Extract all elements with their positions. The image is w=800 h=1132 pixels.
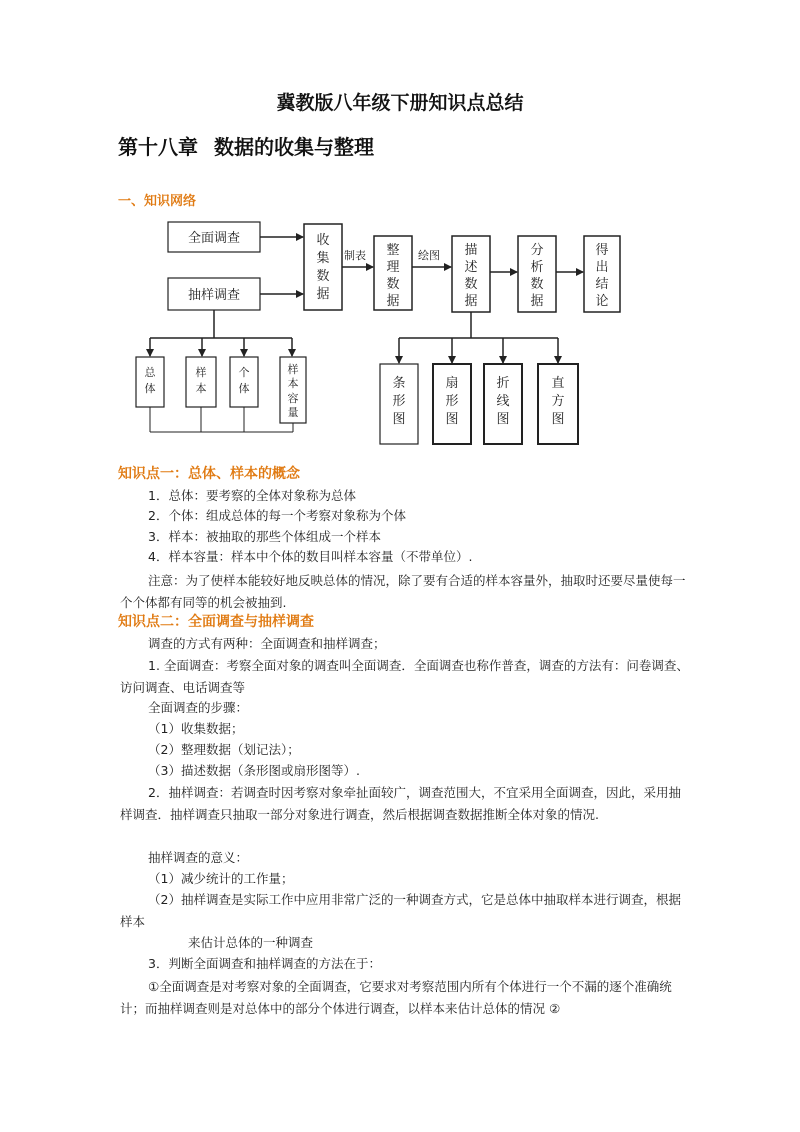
collect-data-char: 数 — [316, 269, 330, 284]
organize-data-char: 数 — [386, 277, 400, 292]
sample-size-char: 本 — [287, 377, 299, 390]
chapter-title — [118, 131, 374, 160]
collect-data-char: 据 — [316, 287, 330, 302]
population-char: 总 — [144, 366, 156, 379]
tabulate-label: 制表 — [344, 249, 366, 262]
bar-chart-char: 图 — [392, 412, 406, 427]
chapter-number: 第十八章 — [118, 135, 198, 159]
line-chart-char: 折 — [496, 376, 510, 391]
pie-chart-char: 形 — [445, 394, 459, 409]
describe-data-char: 数 — [464, 277, 478, 292]
kp1-item: 3．样本：被抽取的那些个体组成一个样本 — [148, 529, 381, 544]
kp2-full-steps-title: 全面调查的步骤： — [148, 700, 249, 715]
kp2-sample-meaning: （2）抽样调查是实际工作中应用非常广泛的一种调查方式，它是总体中抽取样本进行调查，根据样本 — [120, 892, 681, 929]
organize-data-char: 据 — [386, 294, 400, 309]
population-char: 体 — [144, 382, 156, 395]
analyze-data-char: 分 — [530, 243, 544, 258]
kp2-full-step: （3）描述数据（条形图或扇形图等）. — [148, 763, 360, 778]
kp2-full-step: （2）整理数据（划记法）； — [148, 742, 300, 757]
histogram-char: 直 — [551, 376, 565, 391]
sample-size-char: 容 — [287, 392, 299, 405]
sample-char: 本 — [195, 382, 207, 395]
kp1-heading: 知识点一：总体、样本的概念 — [118, 466, 300, 482]
sample-size-char: 样 — [287, 363, 299, 376]
organize-data-char: 理 — [386, 260, 400, 275]
kp1-item: 4．样本容量：样本中个体的数目叫样本容量（不带单位）. — [148, 549, 473, 564]
kp1-note: 注意：为了使样本能较好地反映总体的情况，除了要有合适的样本容量外，抽取时还要尽量使每一个个体都有同等的机会被抽到. — [120, 573, 686, 610]
describe-data-char: 据 — [464, 294, 478, 309]
chapter-name: 数据的收集与整理 — [214, 135, 374, 159]
kp1-item: 1．总体：要考察的全体对象称为总体 — [148, 488, 356, 503]
analyze-data-char: 数 — [530, 277, 544, 292]
individual-char: 个 — [238, 366, 250, 379]
line-chart-char: 线 — [496, 394, 510, 409]
analyze-data-char: 据 — [530, 294, 544, 309]
describe-data-char: 描 — [464, 243, 478, 258]
sample-size-char: 量 — [287, 406, 299, 419]
individual-char: 体 — [238, 382, 250, 395]
conclusion-char: 出 — [595, 260, 609, 275]
histogram-char: 方 — [551, 394, 565, 409]
kp2-sample-meaning-title: 抽样调查的意义： — [148, 850, 249, 865]
kp1-item: 2．个体：组成总体的每一个考察对象称为个体 — [148, 508, 406, 523]
kp2-full-survey-def: 1. 全面调查：考察全面对象的调查叫全面调查．全面调查也称作普查，调查的方法有：问卷调查、访问调查、电话调查等 — [120, 658, 689, 695]
kp2-heading: 知识点二：全面调查与抽样调查 — [118, 614, 314, 630]
kp2-judge-title: 3．判断全面调查和抽样调查的方法在于： — [148, 956, 381, 971]
conclusion-char: 论 — [595, 294, 609, 309]
histogram-char: 图 — [551, 412, 565, 427]
kp2-judge-text: ①全面调查是对考察对象的全面调查，它要求对考察范围内所有个体进行一个不漏的逐个准确统计；而抽样调查则是对总体中的部分个体进行调查，以样本来估计总体的情况 ② — [120, 979, 672, 1016]
sample-survey-label: 抽样调查 — [187, 288, 241, 303]
kp2-intro: 调查的方式有两种：全面调查和抽样调查； — [148, 636, 386, 651]
kp2-sample-meaning: （1）减少统计的工作量； — [148, 871, 294, 886]
bar-chart-char: 形 — [392, 394, 406, 409]
kp2-sample-meaning-cont: 来估计总体的一种调查 — [188, 935, 314, 950]
page-title: 冀教版八年级下册知识点总结 — [276, 92, 524, 114]
kp2-full-step: （1）收集数据； — [148, 721, 244, 736]
analyze-data-char: 析 — [530, 260, 544, 275]
full-survey-label: 全面调查 — [187, 231, 241, 246]
draw-label: 绘图 — [418, 249, 440, 262]
pie-chart-char: 扇 — [445, 376, 459, 391]
kp2-sample-survey-def: 2．抽样调查：若调查时因考察对象牵扯面较广，调查范围大，不宜采用全面调查，因此，采用抽样调查．抽样调查只抽取一部分对象进行调查，然后根据调查数据推断全体对象的情况. — [120, 785, 681, 822]
organize-data-char: 整 — [386, 243, 400, 258]
sample-char: 样 — [195, 366, 207, 379]
knowledge-network-diagram — [120, 212, 640, 452]
collect-data-char: 收 — [316, 233, 330, 248]
conclusion-char: 结 — [595, 277, 609, 292]
bar-chart-char: 条 — [392, 376, 406, 391]
section-heading-network: 一、知识网络 — [118, 194, 197, 209]
line-chart-char: 图 — [496, 412, 510, 427]
collect-data-char: 集 — [316, 251, 330, 266]
describe-data-char: 述 — [464, 260, 478, 275]
conclusion-char: 得 — [595, 243, 609, 258]
pie-chart-char: 图 — [445, 412, 459, 427]
